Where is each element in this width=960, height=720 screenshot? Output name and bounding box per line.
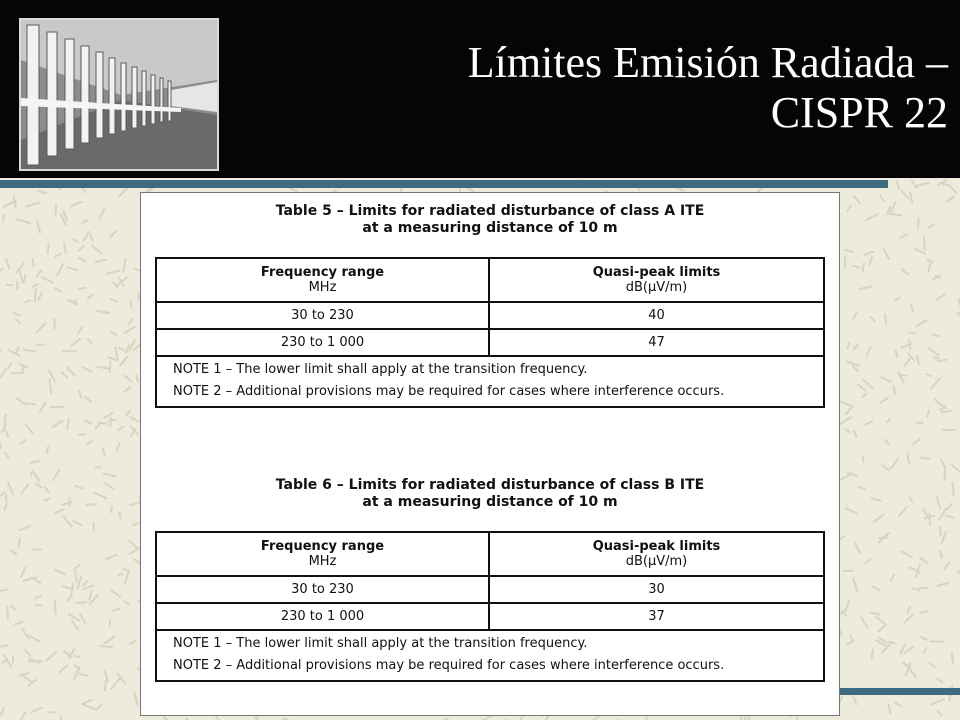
texture-stroke	[889, 705, 890, 713]
texture-stroke	[0, 443, 1, 448]
table-caption-line: Table 6 – Limits for radiated disturbance of class B ITE	[275, 477, 705, 493]
limit-cell: 40	[648, 308, 665, 323]
texture-stroke	[131, 301, 132, 307]
texture-stroke	[33, 259, 34, 267]
texture-stroke	[863, 263, 864, 271]
texture-stroke	[76, 602, 86, 603]
column-header: Frequency range	[260, 265, 385, 280]
table-caption-line: at a measuring distance of 10 m	[362, 220, 618, 236]
texture-stroke	[75, 572, 76, 581]
column-unit: MHz	[308, 280, 337, 295]
texture-stroke	[890, 214, 902, 215]
table-6-class-b	[155, 531, 825, 682]
table-header-row	[157, 259, 823, 303]
texture-stroke	[921, 458, 930, 459]
texture-stroke	[111, 506, 112, 512]
texture-stroke	[98, 423, 107, 424]
limit-cell: 47	[648, 335, 665, 350]
frequency-cell: 230 to 1 000	[157, 330, 490, 355]
texture-stroke	[47, 447, 48, 453]
texture-stroke	[110, 418, 111, 426]
header-cell-frequency	[157, 259, 490, 301]
slide-title	[308, 38, 948, 138]
texture-stroke	[79, 674, 87, 675]
texture-stroke	[93, 523, 94, 531]
texture-stroke	[110, 620, 111, 626]
texture-stroke	[7, 285, 12, 286]
limit-cell: 37	[648, 609, 665, 624]
texture-stroke	[942, 430, 955, 431]
accent-rule-bottom	[828, 688, 960, 695]
slide-title-line-1: Límites Emisión Radiada –	[467, 38, 948, 87]
texture-stroke	[4, 415, 5, 424]
texture-stroke	[19, 538, 20, 547]
texture-stroke	[863, 457, 864, 463]
texture-stroke	[953, 483, 954, 496]
texture-stroke	[37, 345, 44, 346]
texture-stroke	[909, 339, 910, 349]
texture-stroke	[7, 606, 8, 619]
column-unit: dB(µV/m)	[625, 554, 688, 569]
texture-stroke	[929, 514, 930, 525]
accent-rule-top	[0, 180, 888, 188]
table-row	[157, 303, 823, 330]
note-1: NOTE 1 – The lower limit shall apply at the transition frequency.	[173, 362, 588, 377]
column-unit: MHz	[308, 554, 337, 569]
texture-stroke	[885, 314, 886, 324]
table-row	[157, 330, 823, 357]
texture-stroke	[845, 257, 846, 268]
table-5-class-a	[155, 257, 825, 408]
texture-stroke	[119, 513, 120, 519]
texture-stroke	[35, 289, 36, 302]
table-notes	[157, 631, 823, 680]
table-header-row	[157, 533, 823, 577]
limit-cell: 30	[648, 582, 665, 597]
note-1: NOTE 1 – The lower limit shall apply at the transition frequency.	[173, 636, 588, 651]
table-row	[157, 577, 823, 604]
column-header: Frequency range	[260, 539, 385, 554]
texture-stroke	[899, 374, 906, 375]
header-cell-frequency	[157, 533, 490, 575]
standards-document-excerpt	[140, 192, 840, 716]
texture-stroke	[50, 379, 51, 393]
slide-title-line-2: CISPR 22	[770, 88, 948, 137]
texture-stroke	[96, 467, 101, 468]
texture-stroke	[25, 301, 30, 302]
texture-stroke	[110, 362, 111, 372]
table-5-caption	[141, 203, 839, 237]
column-header: Quasi-peak limits	[592, 265, 721, 280]
note-2: NOTE 2 – Additional provisions may be required for cases where interference occurs.	[173, 384, 725, 399]
frequency-cell: 30 to 230	[157, 303, 490, 328]
slide-header	[0, 0, 960, 178]
column-header: Quasi-peak limits	[592, 539, 721, 554]
column-unit: dB(µV/m)	[625, 280, 688, 295]
anechoic-chamber-photo	[19, 18, 219, 171]
texture-stroke	[48, 244, 49, 253]
texture-stroke	[105, 681, 106, 691]
header-cell-limits	[490, 533, 823, 575]
table-notes	[157, 357, 823, 406]
texture-stroke	[0, 645, 7, 646]
texture-stroke	[74, 656, 79, 657]
texture-stroke	[24, 275, 25, 282]
texture-stroke	[79, 288, 86, 289]
texture-stroke	[86, 504, 96, 505]
frequency-cell: 30 to 230	[157, 577, 490, 602]
table-6-caption	[141, 477, 839, 511]
texture-stroke	[889, 642, 895, 643]
header-cell-limits	[490, 259, 823, 301]
texture-stroke	[55, 600, 56, 614]
note-2: NOTE 2 – Additional provisions may be required for cases where interference occurs.	[173, 658, 725, 673]
texture-stroke	[933, 358, 939, 359]
frequency-cell: 230 to 1 000	[157, 604, 490, 629]
table-row	[157, 604, 823, 631]
table-caption-line: at a measuring distance of 10 m	[362, 494, 618, 510]
table-caption-line: Table 5 – Limits for radiated disturbance of class A ITE	[275, 203, 705, 219]
texture-stroke	[924, 237, 925, 250]
texture-stroke	[940, 527, 941, 535]
texture-stroke	[100, 646, 112, 647]
texture-stroke	[56, 205, 57, 215]
texture-stroke	[918, 218, 919, 229]
texture-stroke	[909, 332, 915, 333]
